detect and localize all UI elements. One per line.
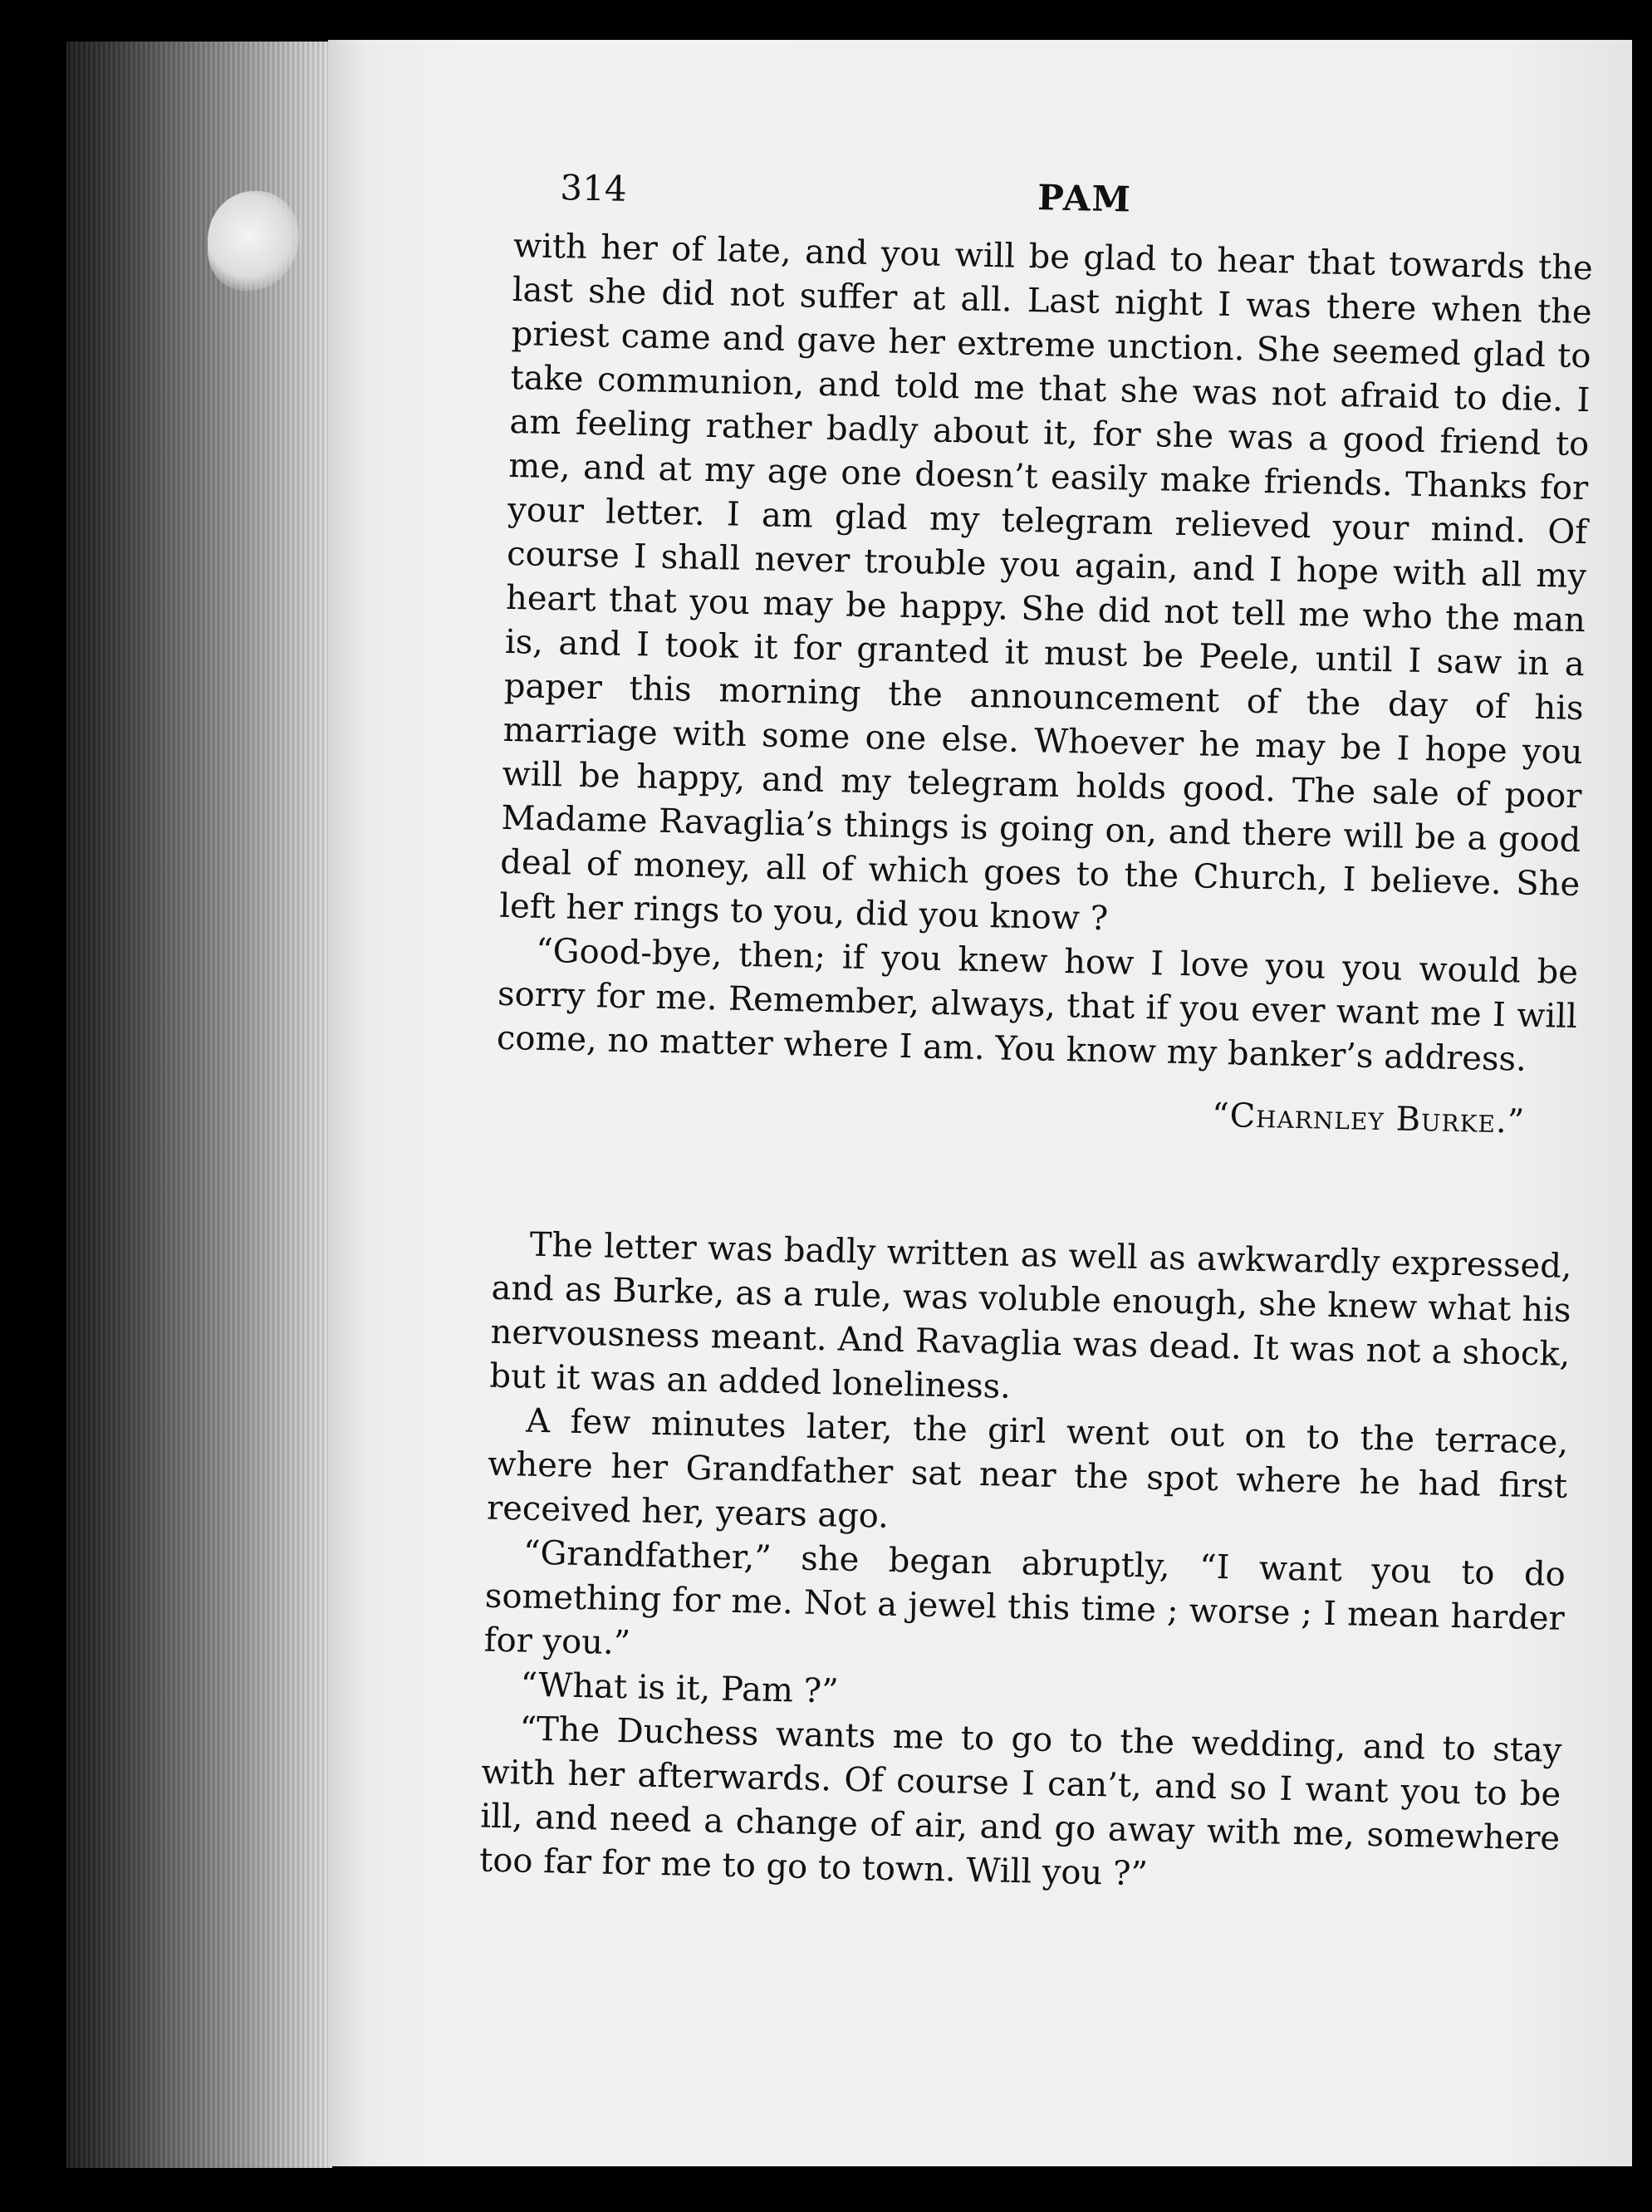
page-number: 314 bbox=[559, 167, 628, 209]
running-title: PAM bbox=[1037, 177, 1133, 220]
letter-signature: “Charnley Burke.” bbox=[1211, 1096, 1526, 1141]
letter-paragraph: with her of late, and you will be glad to hear that towards the last she did not suffer at all. Last night I was there when the priest came and gave her extreme unction. She seemed glad to take communion, and told me that she was not afraid to die. I am feeling rather badly about it, for she was a good friend to me, and at my age one doesn’t easily make friends. Thanks for your letter. I am glad my telegram relieved your mind. Of course I shall never trouble you again, and I hope with all my heart that you may be happy. She did not tell me who the man is, and I took it for granted it must be Peele, until I saw in a paper this morning the announcement of the day of his marriage with some one else. Whoever he may be I hope you will be happy, and my telegram holds good. The sale of poor Madame Ravaglia’s things is going on, and there will be a good deal of money, all of which goes to the Church, I believe. She left her rings to you, did you know ? bbox=[498, 226, 1594, 939]
book-page-edges bbox=[66, 42, 332, 2168]
narrative-paragraph: A few minutes later, the girl went out on to the terrace, where her Grandfather sat near the spot where he had first received her, years ago. bbox=[486, 1401, 1569, 1536]
narrative-paragraph: “Grandfather,” she began abruptly, “I want you to do something for me. Not a jewel this time ; worse ; I mean harder for you.” bbox=[483, 1533, 1566, 1663]
letter-paragraph: “Good-bye, then; if you knew how I love you you would be sorry for me. Remember, always, that if you ever want me I will come, no matter where I am. You know my banker’s address. bbox=[496, 931, 1579, 1079]
narrative-paragraph: “What is it, Pam ?” bbox=[520, 1665, 840, 1711]
paper-blemish bbox=[208, 191, 299, 291]
page-text bbox=[477, 166, 1594, 1999]
narrative-paragraph: “The Duchess wants me to go to the wedding, and to stay with her afterwards. Of course I can’t, and so I want you to be ill, and need a change of air, and go away with me, somewhere too far for me to go to town. Will you ?” bbox=[478, 1709, 1562, 1894]
narrative-paragraph: The letter was badly written as well as awkwardly expressed, and as Burke, as a rule, was voluble enough, she knew what his nervousness meant. And Ravaglia was dead. It was not a shock, but it was an added loneliness. bbox=[489, 1225, 1573, 1406]
scan-border bbox=[1632, 40, 1652, 2166]
